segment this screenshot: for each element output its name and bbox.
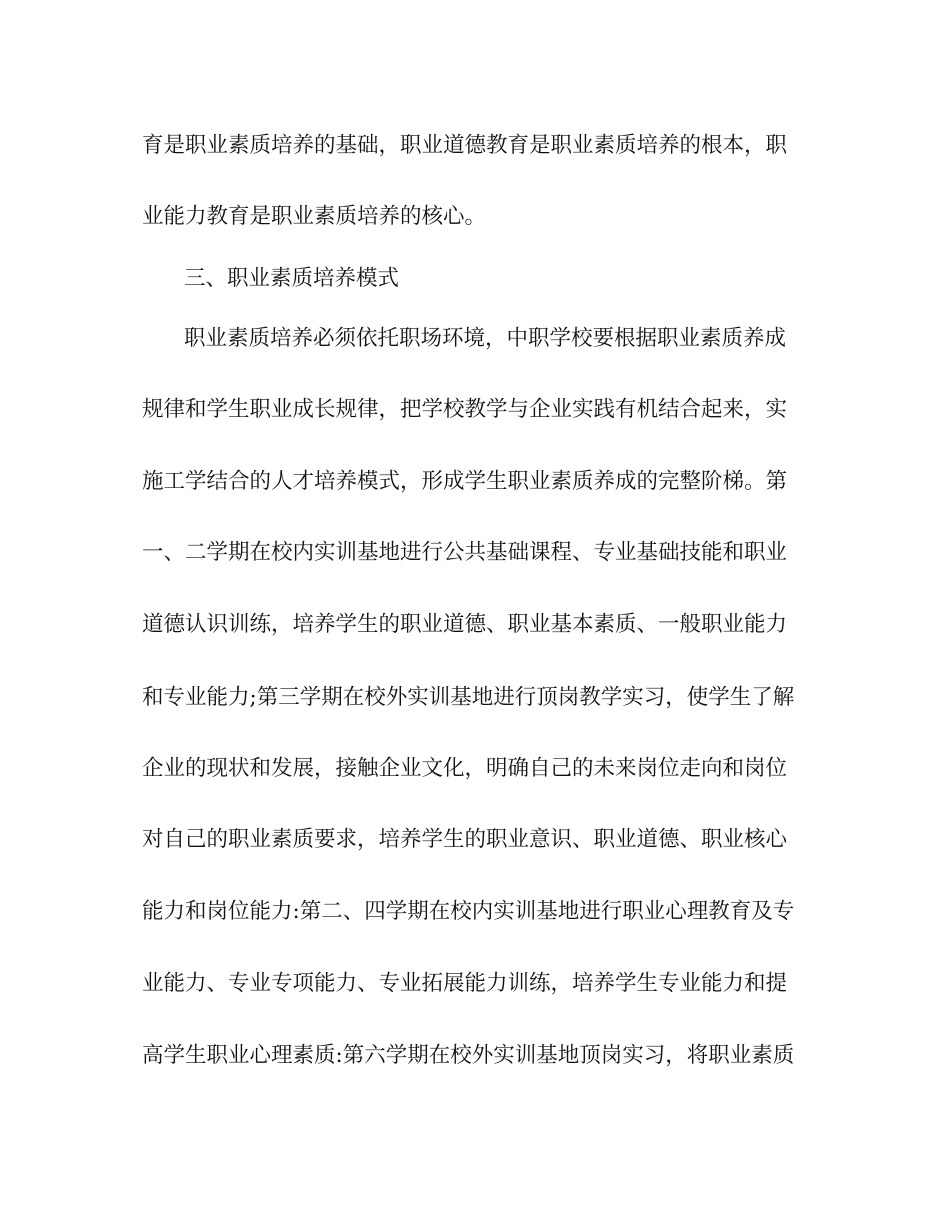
- paragraph-line: 一、二学期在校内实训基地进行公共基础课程、专业基础技能和职业: [142, 540, 788, 565]
- paragraph-line: 对自己的职业素质要求，培养学生的职业意识、职业道德、职业核心: [142, 827, 788, 852]
- paragraph-line: 企业的现状和发展，接触企业文化，明确自己的未来岗位走向和岗位: [142, 756, 788, 781]
- paragraph-line: 规律和学生职业成长规律，把学校教学与企业实践有机结合起来，实: [142, 397, 788, 422]
- paragraph-line: 育是职业素质培养的基础，职业道德教育是职业素质培养的根本，职: [142, 133, 788, 158]
- paragraph-line: 业能力、专业专项能力、专业拓展能力训练，培养学生专业能力和提: [142, 971, 788, 996]
- paragraph-line: 能力和岗位能力:第二、四学期在校内实训基地进行职业心理教育及专: [142, 899, 795, 924]
- section-heading: 三、职业素质培养模式: [184, 266, 400, 291]
- paragraph-line: 施工学结合的人才培养模式，形成学生职业素质养成的完整阶梯。第: [142, 469, 788, 494]
- paragraph-line: 和专业能力;第三学期在校外实训基地进行顶岗教学实习，使学生了解: [142, 685, 795, 710]
- paragraph-line: 职业素质培养必须依托职场环境，中职学校要根据职业素质养成: [184, 326, 787, 351]
- paragraph-line: 高学生职业心理素质:第六学期在校外实训基地顶岗实习，将职业素质: [142, 1043, 795, 1068]
- paragraph-line: 道德认识训练，培养学生的职业道德、职业基本素质、一般职业能力: [142, 612, 788, 637]
- paragraph-line: 业能力教育是职业素质培养的核心。: [142, 204, 487, 229]
